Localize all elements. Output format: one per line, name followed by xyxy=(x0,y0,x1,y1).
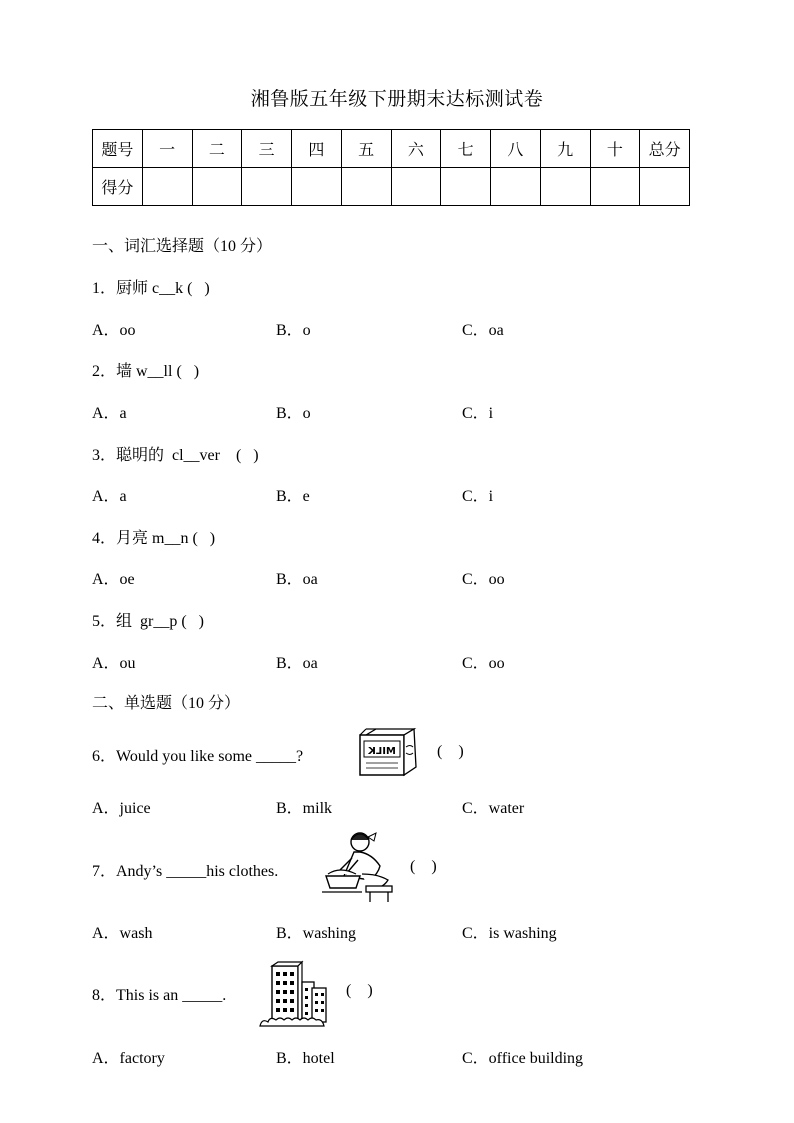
option-a[interactable]: A．a xyxy=(92,488,127,505)
score-header-cell: 十 xyxy=(590,130,640,168)
option-b[interactable]: B．o xyxy=(276,322,311,339)
score-cell[interactable] xyxy=(590,168,640,206)
option-a[interactable]: A．ou xyxy=(92,655,136,672)
score-cell[interactable] xyxy=(491,168,541,206)
score-header-cell: 四 xyxy=(292,130,342,168)
option-c[interactable]: C．oo xyxy=(462,655,505,672)
question-text: 6．Would you like some _____? xyxy=(92,748,304,765)
option-b[interactable]: B．oa xyxy=(276,571,318,588)
score-header-cell: 三 xyxy=(242,130,292,168)
answer-paren[interactable]: ( ) xyxy=(437,743,464,760)
score-cell[interactable] xyxy=(242,168,292,206)
score-cell[interactable] xyxy=(441,168,491,206)
section-heading: 二、单选题（10 分） xyxy=(92,695,241,712)
question-text: 7．Andy’s _____his clothes. xyxy=(92,863,279,880)
score-row-label: 得分 xyxy=(93,168,143,206)
question-text: 4．月亮 m__n ( ) xyxy=(92,530,216,547)
option-b[interactable]: B．hotel xyxy=(276,1050,335,1067)
option-c[interactable]: C．oa xyxy=(462,322,504,339)
score-table xyxy=(92,129,690,206)
option-a[interactable]: A．juice xyxy=(92,800,151,817)
option-a[interactable]: A．wash xyxy=(92,925,153,942)
option-c[interactable]: C．i xyxy=(462,488,494,505)
option-b[interactable]: B．oa xyxy=(276,655,318,672)
option-c[interactable]: C．is washing xyxy=(462,925,557,942)
score-cell[interactable] xyxy=(640,168,690,206)
option-c[interactable]: C．water xyxy=(462,800,525,817)
answer-paren[interactable]: ( ) xyxy=(346,982,373,999)
score-table-header-row xyxy=(93,130,690,168)
score-header-cell: 总分 xyxy=(640,130,690,168)
score-header-cell: 九 xyxy=(540,130,590,168)
option-a[interactable]: A．oo xyxy=(92,322,136,339)
option-b[interactable]: B．e xyxy=(276,488,310,505)
option-a[interactable]: A．factory xyxy=(92,1050,165,1067)
score-cell[interactable] xyxy=(292,168,342,206)
question-text: 3．聪明的 cl__ver ( ) xyxy=(92,447,259,464)
score-cell[interactable] xyxy=(192,168,242,206)
option-b[interactable]: B．o xyxy=(276,405,311,422)
score-cell[interactable] xyxy=(341,168,391,206)
office-buildings-image xyxy=(258,960,332,1028)
option-c[interactable]: C．i xyxy=(462,405,494,422)
option-c[interactable]: C．oo xyxy=(462,571,505,588)
option-b[interactable]: B．milk xyxy=(276,800,333,817)
score-cell[interactable] xyxy=(540,168,590,206)
option-b[interactable]: B．washing xyxy=(276,925,357,942)
option-a[interactable]: A．oe xyxy=(92,571,135,588)
option-c[interactable]: C．office building xyxy=(462,1050,584,1067)
score-table-score-row xyxy=(93,168,690,206)
carton-label: MILK xyxy=(368,746,396,757)
question-text: 5．组 gr__p ( ) xyxy=(92,613,204,630)
score-cell[interactable] xyxy=(391,168,441,206)
milk-carton-image xyxy=(356,727,420,777)
answer-paren[interactable]: ( ) xyxy=(410,858,437,875)
question-text: 8．This is an _____. xyxy=(92,987,227,1004)
score-header-cell: 二 xyxy=(192,130,242,168)
score-cell[interactable] xyxy=(142,168,192,206)
score-header-cell: 六 xyxy=(391,130,441,168)
page-title: 湘鲁版五年级下册期末达标测试卷 xyxy=(250,89,544,110)
score-header-cell: 一 xyxy=(142,130,192,168)
option-a[interactable]: A．a xyxy=(92,405,127,422)
question-text: 1．厨师 c__k ( ) xyxy=(92,280,210,297)
score-header-cell: 八 xyxy=(491,130,541,168)
question-text: 2．墙 w__ll ( ) xyxy=(92,363,200,380)
score-header-cell: 五 xyxy=(341,130,391,168)
section-heading: 一、词汇选择题（10 分） xyxy=(92,238,273,255)
score-header-cell: 题号 xyxy=(93,130,143,168)
girl-washing-clothes-image xyxy=(322,828,398,908)
score-header-cell: 七 xyxy=(441,130,491,168)
